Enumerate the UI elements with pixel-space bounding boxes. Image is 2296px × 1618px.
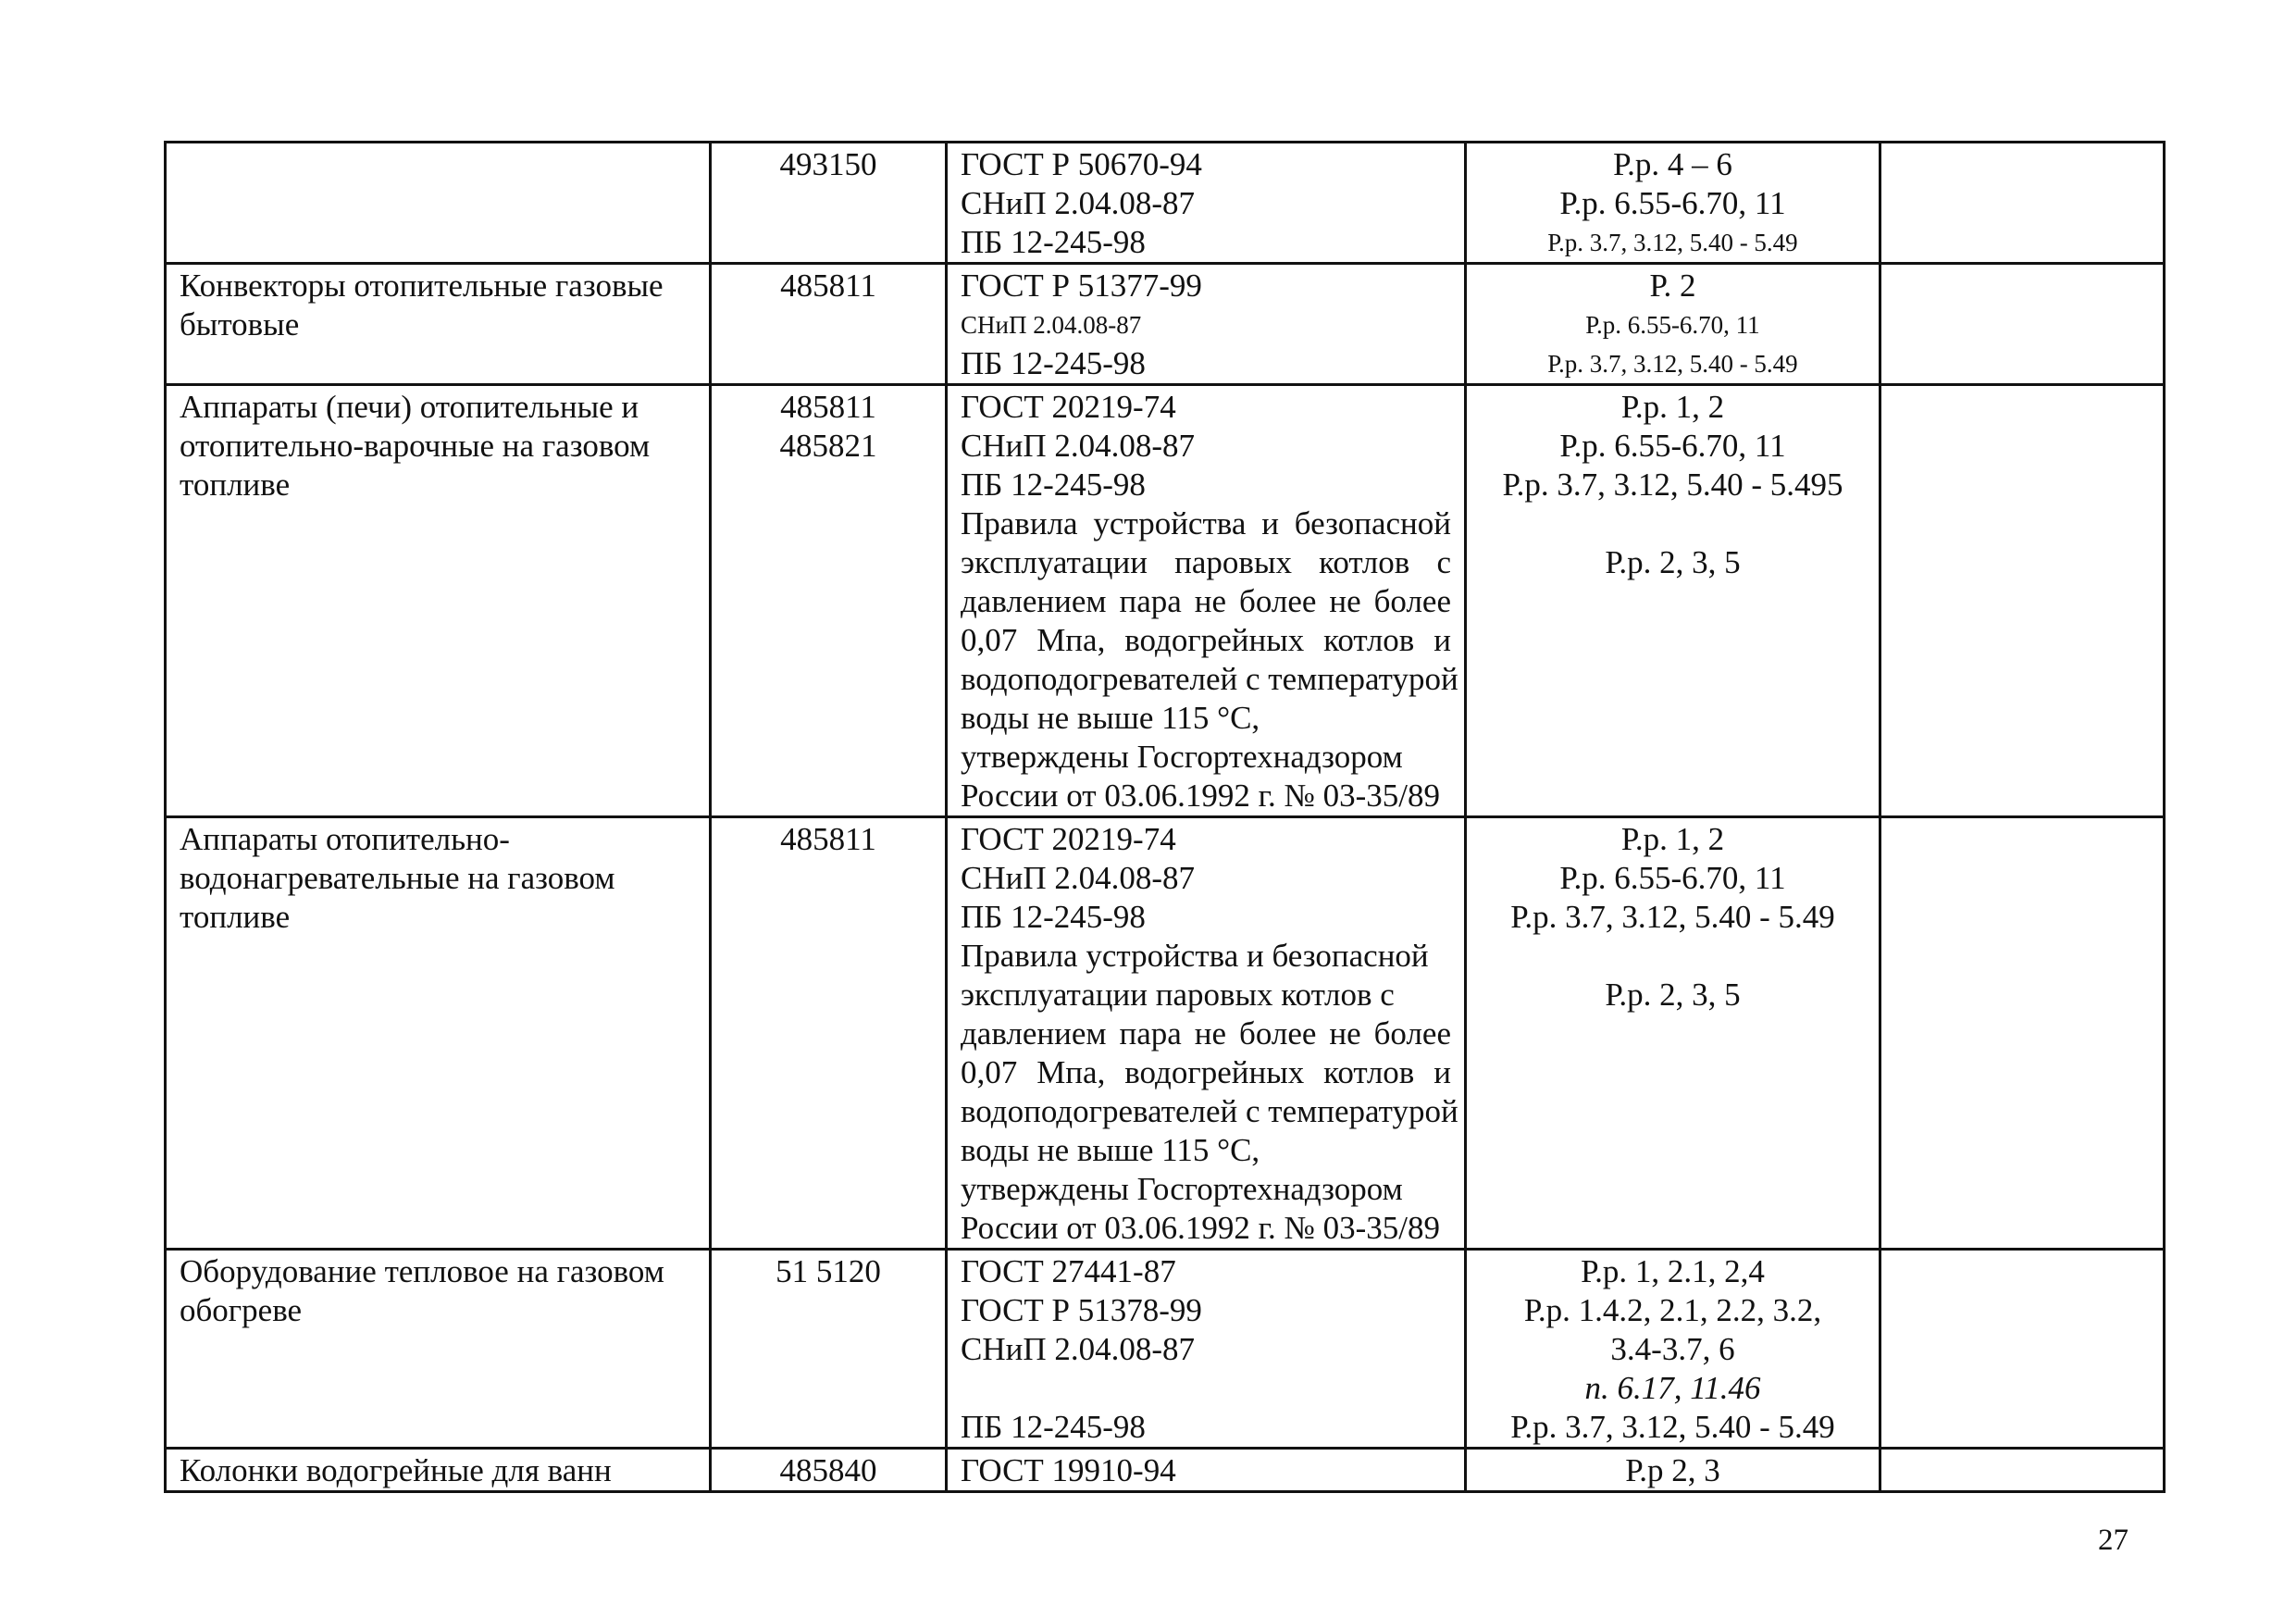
standards-cell [947,264,1466,385]
table-row [166,143,2165,264]
table-row [166,264,2165,385]
standards-cell-line: давлением пара не более не более [961,583,1451,619]
standards-cell-line: ГОСТ 20219-74 [961,821,1176,857]
clauses-cell-line: Р.р. 3.7, 3.12, 5.40 - 5.49 [1547,350,1798,378]
standards-cell-line: ПБ 12-245-98 [961,467,1146,503]
standards-cell-line: 0,07 Мпа, водогрейных котлов и [961,1054,1451,1090]
standards-cell [947,1250,1466,1449]
product-name-cell-line: Колонки водогрейные для ванн [180,1452,612,1488]
standards-cell-line: утверждены Госгортехнадзором [961,739,1403,775]
product-code-cell [711,817,947,1250]
clauses-cell-line: Р.р. 6.55-6.70, 11 [1559,185,1786,221]
product-name-cell [166,1449,711,1492]
standards-cell [947,1449,1466,1492]
clauses-cell-line: Р.р. 1, 2 [1620,389,1725,425]
clauses-cell-line: Р.р. 6.55-6.70, 11 [1585,311,1760,339]
clauses-cell-line: п. 6.17, 11.46 [1584,1370,1761,1406]
product-code-cell-line: 485811 [780,821,876,857]
standards-cell-line: СНиП 2.04.08-87 [961,860,1196,896]
standards-cell-line: России от 03.06.1992 г. № 03-35/89 [961,778,1441,814]
standards-cell-line: ГОСТ 20219-74 [961,389,1176,425]
product-name-cell-line: Аппараты отопительно- [180,821,510,857]
product-name-cell-line: обогреве [180,1292,303,1328]
clauses-cell-line: Р.р 2, 3 [1625,1452,1720,1488]
product-name-cell-line: водонагревательные на газовом [180,860,615,896]
product-code-cell [711,1250,947,1449]
product-code-cell [711,143,947,264]
product-name-cell-line: бытовые [180,306,300,342]
standards-cell-line: воды не выше 115 °С, [961,700,1260,736]
clauses-cell-line [1480,504,1866,543]
product-name-cell [166,1250,711,1449]
clauses-cell-line: Р.р. 2, 3, 5 [1605,977,1741,1013]
clauses-cell-line: Р.р. 3.7, 3.12, 5.40 - 5.49 [1510,899,1835,935]
standards-cell-line: ГОСТ 27441-87 [961,1253,1176,1289]
product-name-cell-line: отопительно-варочные на газовом [180,428,651,464]
clauses-cell-line: Р.р. 3.7, 3.12, 5.40 - 5.495 [1502,467,1843,503]
standards-cell-line: 0,07 Мпа, водогрейных котлов и [961,622,1451,658]
product-name-cell [166,264,711,385]
product-name-cell [166,143,711,264]
standards-cell-line: СНиП 2.04.08-87 [961,185,1196,221]
table-row [166,817,2165,1250]
clauses-cell-line: Р.р. 4 – 6 [1613,146,1732,182]
standards-cell-line [961,1369,1451,1408]
table-row [166,1449,2165,1492]
standards-cell-line: СНиП 2.04.08-87 [961,1331,1196,1367]
clauses-cell [1466,817,1880,1250]
notes-cell [1880,264,2165,385]
notes-cell [1880,817,2165,1250]
notes-cell [1880,385,2165,817]
clauses-cell-line: Р.р. 1.4.2, 2.1, 2.2, 3.2, [1523,1292,1822,1328]
standards-cell-line: ПБ 12-245-98 [961,1409,1146,1445]
standards-cell-line: утверждены Госгортехнадзором [961,1171,1403,1207]
standards-cell-line: воды не выше 115 °С, [961,1132,1260,1168]
clauses-cell-line: Р.р. 3.7, 3.12, 5.40 - 5.49 [1510,1409,1835,1445]
page-number: 27 [2098,1524,2128,1557]
standards-cell-line: ПБ 12-245-98 [961,224,1146,260]
clauses-cell-line: Р.р. 6.55-6.70, 11 [1559,860,1786,896]
clauses-cell-line: Р.р. 1, 2.1, 2,4 [1581,1253,1765,1289]
standards-cell-line: эксплуатации паровых котлов с [961,977,1395,1013]
clauses-cell [1466,264,1880,385]
product-code-cell-line: 485811 [780,389,876,425]
product-code-cell-line: 485840 [779,1452,877,1488]
product-code-cell-line: 493150 [779,146,877,182]
standards-cell-line: СНиП 2.04.08-87 [961,311,1142,339]
standards-cell [947,143,1466,264]
clauses-cell [1466,1449,1880,1492]
standards-cell [947,385,1466,817]
clauses-cell [1466,1250,1880,1449]
standards-cell-line: Правила устройства и безопасной [961,505,1451,541]
table-row [166,1250,2165,1449]
product-name-cell-line: Аппараты (печи) отопительные и [180,389,639,425]
product-code-cell-line: 485821 [779,428,877,464]
product-name-cell [166,385,711,817]
standards-cell-line: СНиП 2.04.08-87 [961,428,1196,464]
clauses-cell [1466,143,1880,264]
table-body [166,143,2165,1492]
clauses-cell [1466,385,1880,817]
clauses-cell-line [1480,937,1866,976]
standards-cell-line: водоподогревателей с температурой [961,661,1458,697]
clauses-cell-line: Р.р. 6.55-6.70, 11 [1559,428,1786,464]
product-code-cell-line: 51 5120 [776,1253,881,1289]
product-name-cell-line: топливе [180,467,291,503]
notes-cell [1880,1250,2165,1449]
standards-cell-line: водоподогревателей с температурой [961,1093,1458,1129]
standards-cell-line: ГОСТ Р 51378-99 [961,1292,1202,1328]
notes-cell [1880,1449,2165,1492]
standards-cell-line: давлением пара не более не более [961,1015,1451,1052]
clauses-cell-line: Р.р. 2, 3, 5 [1605,544,1741,580]
standards-cell-line: России от 03.06.1992 г. № 03-35/89 [961,1210,1441,1246]
clauses-cell-line: 3.4-3.7, 6 [1610,1331,1735,1367]
clauses-cell-line: Р. 2 [1649,268,1696,304]
standards-cell-line: эксплуатации паровых котлов с [961,544,1451,580]
product-code-cell [711,385,947,817]
notes-cell [1880,143,2165,264]
product-name-cell-line: топливе [180,899,291,935]
requirements-table [164,141,2166,1493]
standards-cell-line: ПБ 12-245-98 [961,345,1146,381]
standards-cell-line: Правила устройства и безопасной [961,938,1429,974]
standards-cell-line: ГОСТ 19910-94 [961,1452,1176,1488]
product-code-cell-line: 485811 [780,268,876,304]
standards-cell-line: ПБ 12-245-98 [961,899,1146,935]
table-row [166,385,2165,817]
product-name-cell-line [180,145,696,184]
standards-cell-line: ГОСТ Р 51377-99 [961,268,1202,304]
product-name-cell [166,817,711,1250]
product-name-cell-line: Конвекторы отопительные газовые [180,268,664,304]
clauses-cell-line: Р.р. 3.7, 3.12, 5.40 - 5.49 [1547,229,1798,256]
product-name-cell-line: Оборудование тепловое на газовом [180,1253,664,1289]
standards-cell-line: ГОСТ Р 50670-94 [961,146,1202,182]
product-code-cell [711,1449,947,1492]
product-code-cell [711,264,947,385]
standards-cell [947,817,1466,1250]
clauses-cell-line: Р.р. 1, 2 [1620,821,1725,857]
